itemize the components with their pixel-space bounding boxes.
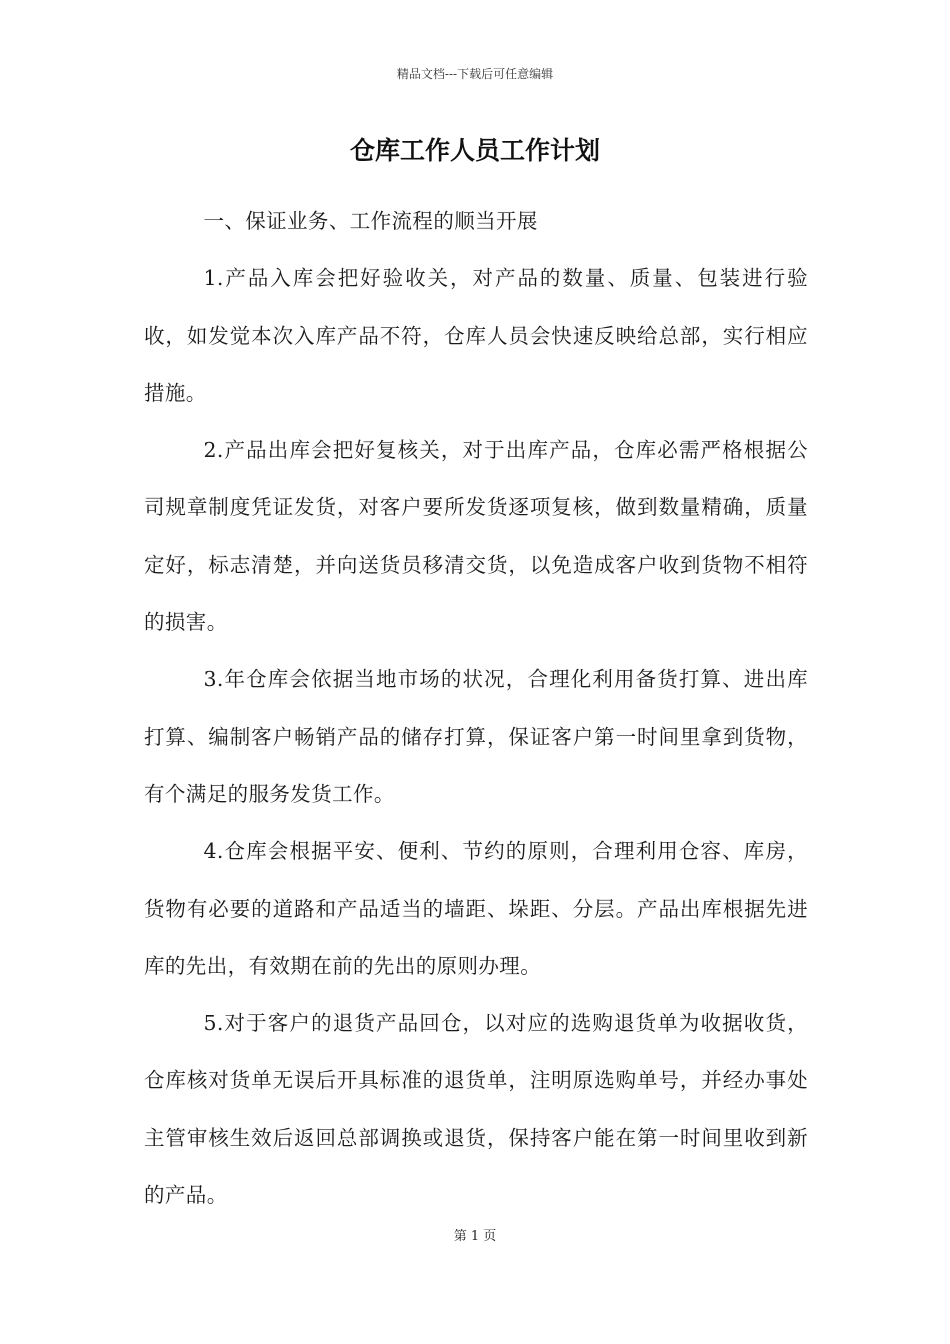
paragraph-item-1: 1.产品入库会把好验收关，对产品的数量、质量、包装进行验收，如发觉本次入库产品不符，仓库人员会快速反映给总部，实行相应措施。 (144, 266, 808, 405)
document-body (144, 193, 808, 1224)
paragraph-item-4: 4.仓库会根据平安、便利、节约的原则，合理利用仓容、库房，货物有必要的道路和产品适当的墙距、垛距、分层。产品出库根据先进库的先出，有效期在前的先出的原则办理。 (144, 839, 808, 978)
section-heading: 一、保证业务、工作流程的顺当开展 (203, 209, 538, 233)
header-note: 精品文档---下载后可任意编辑 (396, 67, 554, 81)
paragraph-item-5: 5.对于客户的退货产品回仓，以对应的选购退货单为收据收货，仓库核对货单无误后开具标准的退货单，注明原选购单号，并经办事处主管审核生效后返回总部调换或退货，保持客户能在第一时间里收到新的产品。 (144, 1011, 808, 1208)
document-title: 仓库工作人员工作计划 (349, 136, 600, 165)
paragraph-item-2: 2.产品出库会把好复核关，对于出库产品，仓库必需严格根据公司规章制度凭证发货，对客户要所发货逐项复核，做到数量精确，质量定好，标志清楚，并向送货员移清交货，以免造成客户收到货物不相符的损害。 (144, 438, 808, 635)
paragraph-item-3: 3.年仓库会依据当地市场的状况，合理化利用备货打算、进出库打算、编制客户畅销产品的储存打算，保证客户第一时间里拿到货物，有个满足的服务发货工作。 (144, 667, 808, 806)
page-number: 第 1 页 (453, 1229, 497, 1244)
